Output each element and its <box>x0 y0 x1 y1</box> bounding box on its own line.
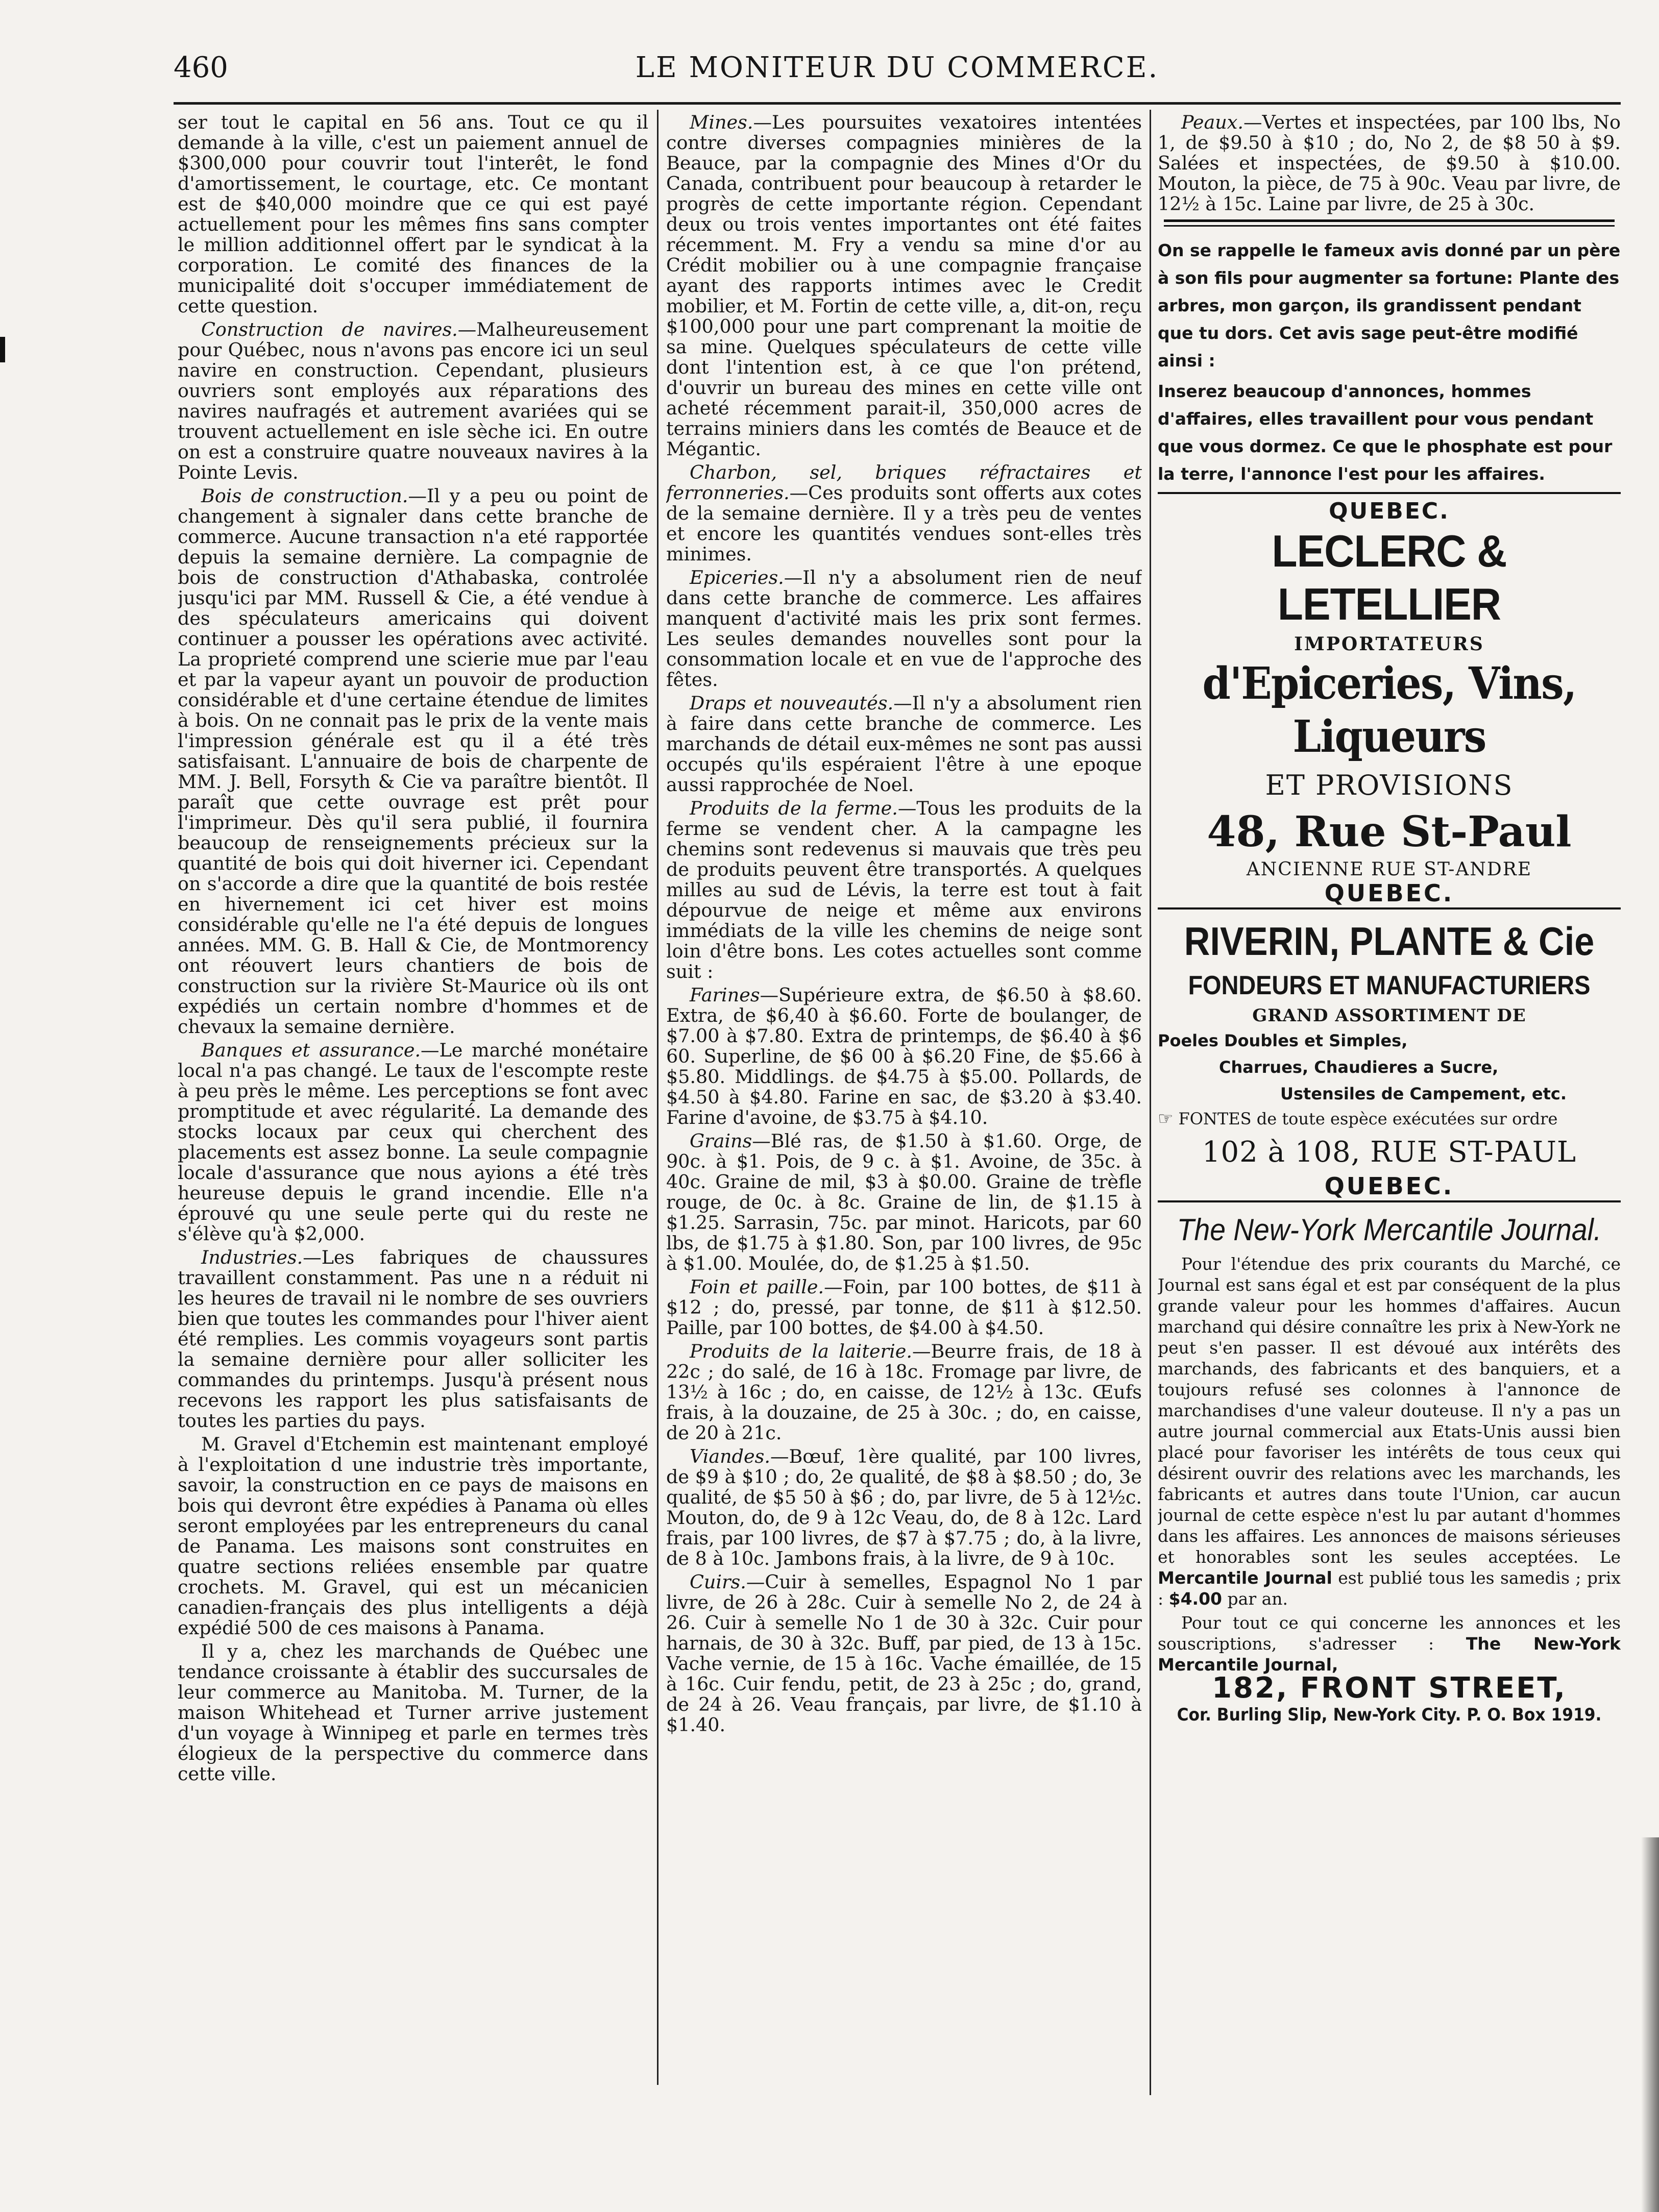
ad-body-text: Pour l'étendue des prix courants du Marché, ce Journal est sans égal et est par conséquent de la plus grande valeur pour les hommes d'affaires. Aucun marchand qui désire connaître les prix à New-York ne peut s'en passer. Il est dévoué aux intérêts des marchands, des fabricants et des banquiers, et a toujours refusé ses colonnes à l'annonce de marchandises d'une valeur douteuse. Il n'y a pas un autre journal commercial aux Etats-Unis aussi bien placé pour favoriser les intérêts de tous ceux qui désirent ouvrir des relations avec les marchands, les fabricants et autres dans toute l'Union, car aucun journal de cette espèce n'est lu par autant d'hommes dans les affaires. Les annonces de maisons sérieuses et honorables sont les seules acceptées. Le <box>1158 1254 1621 1567</box>
section-heading: Industries. <box>201 1246 303 1268</box>
article-paragraph <box>666 462 1142 564</box>
article-paragraph: M. Gravel d'Etchemin est maintenant employé à l'exploitation d une industrie très importante, savoir, la construction en ce pays de maisons en bois qui devront être expédies à Panama où elles seront employées par les entrepreneurs du canal de Panama. Les maisons sont construites en quatre sections reliées ensemble par quatre crochets. M. Gravel, qui est un mécanicien canadien-français des plus intelligents a déjà expédié 500 de ces maisons à Panama. <box>178 1433 648 1639</box>
ad-journal-title: The New-York Mercantile Journal. <box>1177 1213 1602 1247</box>
ad-journal-contact <box>1158 1612 1621 1675</box>
section-heading: Foin et paille. <box>690 1276 824 1298</box>
pointing-hand-icon: ☞ <box>1158 1109 1174 1129</box>
column-rule-2 <box>1150 110 1151 2095</box>
column-rule-1 <box>657 110 658 2085</box>
section-text: —Le marché monétaire local n'a pas changé. Le taux de l'escompte reste à peu près le même. Les perceptions se font avec promptitude et avec régularité. La demande des stocks locaux par ceux qui cherchent des placements est assez bonne. La seule compagnie locale d'assurance que nous ayions a été très heureuse depuis le grand incendie. Elle n'a éprouvé qu une seule perte qui du reste ne s'élève qu'à $2,000. <box>178 1039 648 1245</box>
article-paragraph <box>666 568 1142 690</box>
article-paragraph: Il y a, chez les marchands de Québec une tendance croissante à établir des succursales de leur commerce au Manitoba. M. Turner, de la maison Whitehead et Turner arrive justement d'un voyage à Winnipeg et parle en termes très élogieux de la perspective du commerce dans cette ville. <box>178 1640 648 1785</box>
section-text: —Les poursuites vexatoires intentées contre diverses compagnies minières de la Beauce, par la compagnie des Mines d'Or du Canada, contribuent pour beaucoup à retarder le progrès de cette importante région. Cependant deux ou trois ventes importantes ont été faites récemment. M. Fry a vendu sa mine d'or au Crédit mobilier ou à une compagnie française ayant des rapports intimes avec le Credit mobilier, et M. Fortin de cette ville, a, dit-on, reçu $100,000 pour une part comprenant la moitie de sa mine. Quelques spéculateurs de cette ville dont l'intention est, à ce que l'on prétend, d'ouvrir un bureau des mines en cette ville ont acheté récemment parait-il, 350,000 acres de terrains miniers dans les comtés de Beauce et de Mégantic. <box>666 112 1142 460</box>
column-2 <box>666 112 1142 2095</box>
section-text: —Bœuf, 1ère qualité, par 100 livres, de $9 à $10 ; do, 2e qualité, de $8 à $8.50 ; do, 3e qualité, de $5 50 à $6 ; do, par livre, de 5 à 12½c. Mouton, do, de 9 à 12c Veau, do, de 8 à 12c. Lard frais, par 100 livres, de $7 à $7.75 ; do, à la livre, de 8 à 10c. Jambons frais, à la livre, de 9 à 10c. <box>666 1445 1142 1569</box>
ad-journal-name: Mercantile Journal <box>1158 1568 1332 1588</box>
ad-provisions: ET PROVISIONS <box>1265 769 1514 801</box>
rule <box>1158 907 1621 910</box>
ad-body-text: est publié tous les samedis ; prix : <box>1158 1568 1621 1609</box>
ad-address: 102 à 108, RUE ST-PAUL <box>1202 1136 1577 1169</box>
scan-margin-mark <box>0 337 5 362</box>
masthead-title: LE MONITEUR DU COMMERCE. <box>635 51 1159 84</box>
scan-edge-shadow <box>1641 1837 1659 2212</box>
section-text: —Malheureusement pour Québec, nous n'avons pas encore ici un seul navire en construction. Cependant, plusieurs ouvriers sont employés aux réparations des navires naufragés et autrement avariées qui se trouvent actuellement en isle sèche ici. En outre on est a construire quatre nouveaux navires à la Pointe Levis. <box>178 318 648 483</box>
section-text: —Tous les produits de la ferme se vendent cher. A la campagne les chemins sont redevenus si mauvais que très peu de produits peuvent être transportés. A quelques milles au sud de Lévis, la terre est tout à fait dépourvue de neige et même aux environs immédiats de la ville les chemins de neige sont loin d'être bons. Les cotes actuelles sont comme suit : <box>666 797 1142 982</box>
ad-price: $4.00 <box>1168 1589 1223 1609</box>
section-heading: Construction de navires. <box>201 318 458 340</box>
article-paragraph <box>178 319 648 483</box>
ad-city: QUEBEC. <box>1324 1172 1454 1200</box>
ad-riverin-plante <box>1158 917 1621 1200</box>
section-text: —Foin, par 100 bottes, de $11 à $12 ; do, pressé, par tonne, de $11 à $12.50. Paille, par 100 bottes, de $4.00 à $4.50. <box>666 1276 1142 1339</box>
ad-body-text: par an. <box>1227 1589 1288 1609</box>
section-heading: Peaux. <box>1181 112 1243 133</box>
column-1 <box>178 112 648 2095</box>
section-text: —Blé ras, de $1.50 à $1.60. Orge, de 90c. à $1. Pois, de 9 c. à $1. Avoine, de 35c. à 40c. Graine de mil, $3 à $0.00. Graine de trèfle rouge, de 0c. à 8c. Graine de lin, de $1.15 à $1.25. Sarrasin, 75c. par minot. Haricots, par 60 lbs, de $1.75 à $1.80. Son, par 100 livres, de 95c à $1.00. Moulée, do, de $1.25 à $1.50. <box>666 1130 1142 1274</box>
column-3 <box>1158 112 1621 2095</box>
rule <box>1158 1200 1621 1202</box>
ad-contact-text: Pour tout ce qui concerne les annonces et les souscriptions, s'adresser : <box>1158 1613 1621 1654</box>
section-heading: Banques et assurance. <box>201 1039 421 1061</box>
ad-corner: Cor. Burling Slip, New-York City. P. O. Box 1919. <box>1177 1705 1602 1725</box>
ad-address: 48, Rue St-Paul <box>1207 807 1572 856</box>
section-text: —Ces produits sont offerts aux cotes de la semaine dernière. Il y a très peu de ventes et encore les quantités vendues sont-elles très minimes. <box>666 482 1142 565</box>
ad-assortment: GRAND ASSORTIMENT DE <box>1252 1005 1526 1026</box>
article-paragraph <box>666 693 1142 795</box>
section-text: —Il n'y a absolument rien de neuf dans cette branche de commerce. Les affaires manquent d'activité mais les prix sont fermes. Les seules demandes nouvelles sont pour la consommation locale et en vue de l'approche des fêtes. <box>666 567 1142 691</box>
article-paragraph <box>178 1247 648 1431</box>
section-heading: Farines <box>690 984 760 1006</box>
ad-city: QUEBEC. <box>1329 498 1450 524</box>
price-paragraph <box>666 1572 1142 1735</box>
article-paragraph <box>666 112 1142 459</box>
advice-notice: On se rappelle le fameux avis donné par un père à son fils pour augmenter sa fortune: Plante des arbres, mon garçon, ils grandissent pendant que tu dors. Cet avis sage peut-être modifié ainsi : <box>1158 240 1621 371</box>
ad-contact-name: The New-York Mercantile Journal, <box>1158 1634 1621 1675</box>
section-heading: Produits de la laiterie. <box>690 1340 912 1362</box>
section-heading: Epiceries. <box>690 567 784 588</box>
section-text: —Les fabriques de chaussures travaillent constamment. Pas une n a réduit ni les heures de travail ni le nombre de ses ouvriers bien que toutes les commandes pour l'hiver aient été remplies. Les commis voyageurs sont partis la semaine dernière pour aller solliciter les commandes du printemps. Jusqu'à présent nous recevons les rapport les plus satisfaisants de toutes les parties du pays. <box>178 1246 648 1432</box>
section-heading: Draps et nouveautés. <box>690 692 894 714</box>
price-paragraph <box>666 1341 1142 1443</box>
header-rule <box>174 102 1621 105</box>
section-text: —Supérieure extra, de $6.50 à $8.60. Extra, de $6,40 à $6.60. Forte de boulanger, de $7.00 à $7.80. Extra de printemps, de $6.40 à $6 60. Superline, de $6 00 à $6.20 Fine, de $5.66 à $5.80. Middlings. de $4.75 à $5.00. Pollards, de $4.50 à $4.80. Farine en sac, de $3.20 à $3.40. Farine d'avoine, de $3.75 à $4.10. <box>666 984 1142 1128</box>
price-paragraph <box>666 1131 1142 1274</box>
page-header <box>174 46 1621 97</box>
section-text: —Il y a peu ou point de changement à signaler dans cette branche de commerce. Aucune transaction n'a eté rapportée depuis la semaine dernière. La compagnie de bois de construction d'Athabaska, controlée jusqu'ici par MM. Russell & Cie, a été vendue à des spéculateurs americains qui doivent continuer a pousser les opérations avec activité. La proprieté comprend une scierie mue par l'eau et par la vapeur ayant un pouvoir de production considérable et d'une certaine étendue de limites à bois. On ne connait pas le prix de la vente mais l'impression générale est qu il a été très satisfaisant. L'annuaire de bois de charpente de MM. J. Bell, Forsyth & Cie va paraître bientôt. Il paraît que cette ouvrage est prêt pour l'imprimeur. Dès qu'il sera publié, il fournira beaucoup de renseignements précieux sur la quantité de bois qui doit hiverner ici. Cependant on s'accorde a dire que la quantité de bois restée en hivernement ici cet hiver est moins considérable qu'elle ne l'a été depuis de longues années. MM. G. B. Hall & Cie, de Montmorency ont réouvert leurs chantiers de bois de construction sur la rivière St-Maurice où ils ont expédiés un certain nombre d'hommes et de chevaux la semaine dernière. <box>178 485 648 1038</box>
section-heading: Bois de construction. <box>201 485 408 507</box>
price-paragraph <box>666 985 1142 1128</box>
ad-leclerc-letellier <box>1158 498 1621 907</box>
ad-product-line: Ustensiles de Campement, etc. <box>1280 1084 1567 1103</box>
ad-new-york-mercantile-journal <box>1158 1210 1621 1728</box>
article-paragraph <box>178 486 648 1037</box>
rule <box>1158 492 1621 494</box>
section-heading: Viandes. <box>690 1445 770 1467</box>
section-text: —Il n'y a absolument rien à faire dans cette branche de commerce. Les marchands de détail eux-mêmes ne sont pas aussi occupés qu'ils espéraient l'être à une epoque aussi rapprochée de Noel. <box>666 692 1142 796</box>
ad-street: 182, FRONT STREET, <box>1212 1672 1567 1705</box>
section-heading: Produits de la ferme. <box>690 797 898 819</box>
price-paragraph <box>666 1277 1142 1338</box>
ad-firm-name: LECLERC & LETELLIER <box>1272 526 1507 629</box>
price-paragraph <box>1158 112 1621 214</box>
ad-tagline: FONDEURS ET MANUFACTURIERS <box>1188 971 1591 1000</box>
ad-journal-body <box>1158 1254 1621 1609</box>
advice-notice-modified: Inserez beaucoup d'annonces, hommes d'affaires, elles travaillent pour vous pendant que vous dormez. Ce que le phosphate est pour la terre, l'annonce l'est pour les affaires. <box>1158 381 1613 484</box>
ad-castings-text: FONTES de toute espèce exécutées sur ordre <box>1178 1109 1558 1128</box>
double-rule <box>1164 219 1615 227</box>
article-paragraph <box>178 1040 648 1244</box>
section-text: —Cuir à semelles, Espagnol No 1 par livre, de 26 à 28c. Cuir à semelle No 2, de 24 à 26. Cuir à semelle No 1 de 30 à 32c. Cuir pour harnais, de 30 à 32c. Buff, par pied, de 13 à 15c. Vache vernie, de 15 à 16c. Vache émaillée, de 15 à 16c. Cuir fendu, petit, de 23 à 25c ; do, grand, de 24 à 26. Veau français, par livre, de $1.10 à $1.40. <box>666 1571 1142 1736</box>
ad-product-line: Poeles Doubles et Simples, <box>1158 1031 1408 1050</box>
ad-former-address: ANCIENNE RUE ST-ANDRE <box>1246 859 1532 880</box>
ad-product-line: Charrues, Chaudieres a Sucre, <box>1219 1058 1499 1077</box>
page-number: 460 <box>174 51 228 84</box>
ad-city: QUEBEC. <box>1324 879 1454 907</box>
ad-castings <box>1158 1109 1621 1129</box>
section-text: —Vertes et inspectées, par 100 lbs, No 1, de $9.50 à $10 ; do, No 2, de $8 50 à $9. Salées et inspectées, de $9.50 à $10.00. Mouton, la pièce, de 75 à 90c. Veau par livre, de 12½ à 15c. Laine par livre, de 25 à 30c. <box>1158 112 1621 215</box>
price-paragraph <box>666 1446 1142 1569</box>
section-text: —Beurre frais, de 18 à 22c ; do salé, de 16 à 18c. Fromage par livre, de 13½ à 16c ; do, en caisse, de 12½ à 13c. Œufs frais, à la douzaine, de 25 à 30c. ; do, en caisse, de 20 à 21c. <box>666 1340 1142 1444</box>
section-heading: Charbon, sel, briques réfractaires et ferronneries. <box>666 461 1142 504</box>
ad-goods: d'Epiceries, Vins, Liqueurs <box>1202 658 1576 763</box>
article-paragraph <box>666 798 1142 982</box>
ad-firm-name: RIVERIN, PLANTE & Cie <box>1184 919 1595 964</box>
section-heading: Mines. <box>690 112 753 133</box>
article-paragraph: ser tout le capital en 56 ans. Tout ce qu il demande à la ville, c'est un paiement annuel de $300,000 pour couvrir tout l'interêt, le fond d'amortissement, le courtage, etc. Ce montant est de $40,000 moindre que ce qui est payé actuellement pour les mêmes fins sans compter le million additionnel offert par le syndicat à la corporation. Le comité des finances de la municipalité doit s'occuper immédiatement de cette question. <box>178 112 648 317</box>
section-heading: Grains <box>690 1130 752 1152</box>
section-heading: Cuirs. <box>690 1571 746 1593</box>
ad-tagline: IMPORTATEURS <box>1294 633 1484 655</box>
